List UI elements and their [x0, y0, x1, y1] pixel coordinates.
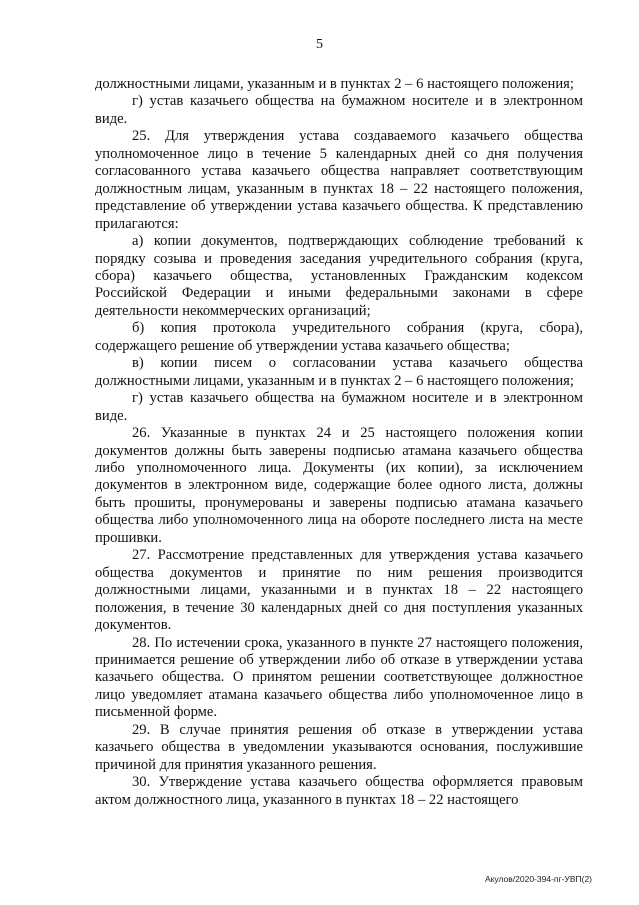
paragraph: г) устав казачьего общества на бумажном носителе и в электронном виде.: [95, 93, 583, 127]
paragraph-27: 27. Рассмотрение представленных для утверждения устава казачьего общества документов и принятие по ним решения производится должностными лицами, указанными и в пунктах 18 – 22 настоящего положения, в течение 30 календарных дней со дня поступления указанных документов.: [95, 547, 583, 634]
paragraph-30: 30. Утверждение устава казачьего общества оформляется правовым актом должностного лица, указанного в пунктах 18 – 22 настоящего: [95, 774, 583, 808]
page-number: 5: [316, 37, 323, 52]
paragraph: в) копии писем о согласовании устава казачьего общества должностными лицами, указанным и в пунктах 2 – 6 настоящего положения;: [95, 355, 583, 389]
paragraph: г) устав казачьего общества на бумажном носителе и в электронном виде.: [95, 390, 583, 424]
document-footer-code: Акулов/2020-394-пг-УВП(2): [484, 874, 592, 884]
paragraph: а) копии документов, подтверждающих соблюдение требований к порядку созыва и проведения заседания учредительного собрания (круга, сбора) казачьего общества, установленных Гражданским кодексом Российской Федерации и иными федеральными законами в сфере деятельности некоммерческих организаций;: [95, 233, 583, 319]
paragraph-25: 25. Для утверждения устава создаваемого казачьего общества уполномоченное лицо в течение 5 календарных дней со дня получения согласованного устава казачьего общества направляет соответствующим должностным лицам, указанным в пунктах 18 – 22 настоящего положения, представление об утверждении устава казачьего общества. К представлению прилагаются:: [95, 128, 583, 232]
document-body: [95, 76, 583, 809]
paragraph: б) копия протокола учредительного собрания (круга, сбора), содержащего решение об утверждении устава казачьего общества;: [95, 320, 583, 354]
paragraph-28: 28. По истечении срока, указанного в пункте 27 настоящего положения, принимается решение об утверждении либо об отказе в утверждении устава казачьего общества. О принятом решении соответствующее должностное лицо уведомляет атамана казачьего общества либо уполномоченное лицо в письменной форме.: [95, 634, 583, 721]
paragraph-26: 26. Указанные в пунктах 24 и 25 настоящего положения копии документов должны быть заверены подписью атамана казачьего общества либо уполномоченного лица. Документы (их копии), за исключением документов в электронном виде, содержащие более одного листа, должны быть прошиты, пронумерованы и заверены подписью атамана казачьего общества либо уполномоченного лица на обороте последнего листа на месте прошивки.: [95, 425, 583, 546]
paragraph: должностными лицами, указанным и в пунктах 2 – 6 настоящего положения;: [95, 76, 574, 92]
paragraph-29: 29. В случае принятия решения об отказе в утверждении устава казачьего общества в уведомлении указываются основания, послужившие причиной для принятия указанного решения.: [95, 721, 583, 773]
